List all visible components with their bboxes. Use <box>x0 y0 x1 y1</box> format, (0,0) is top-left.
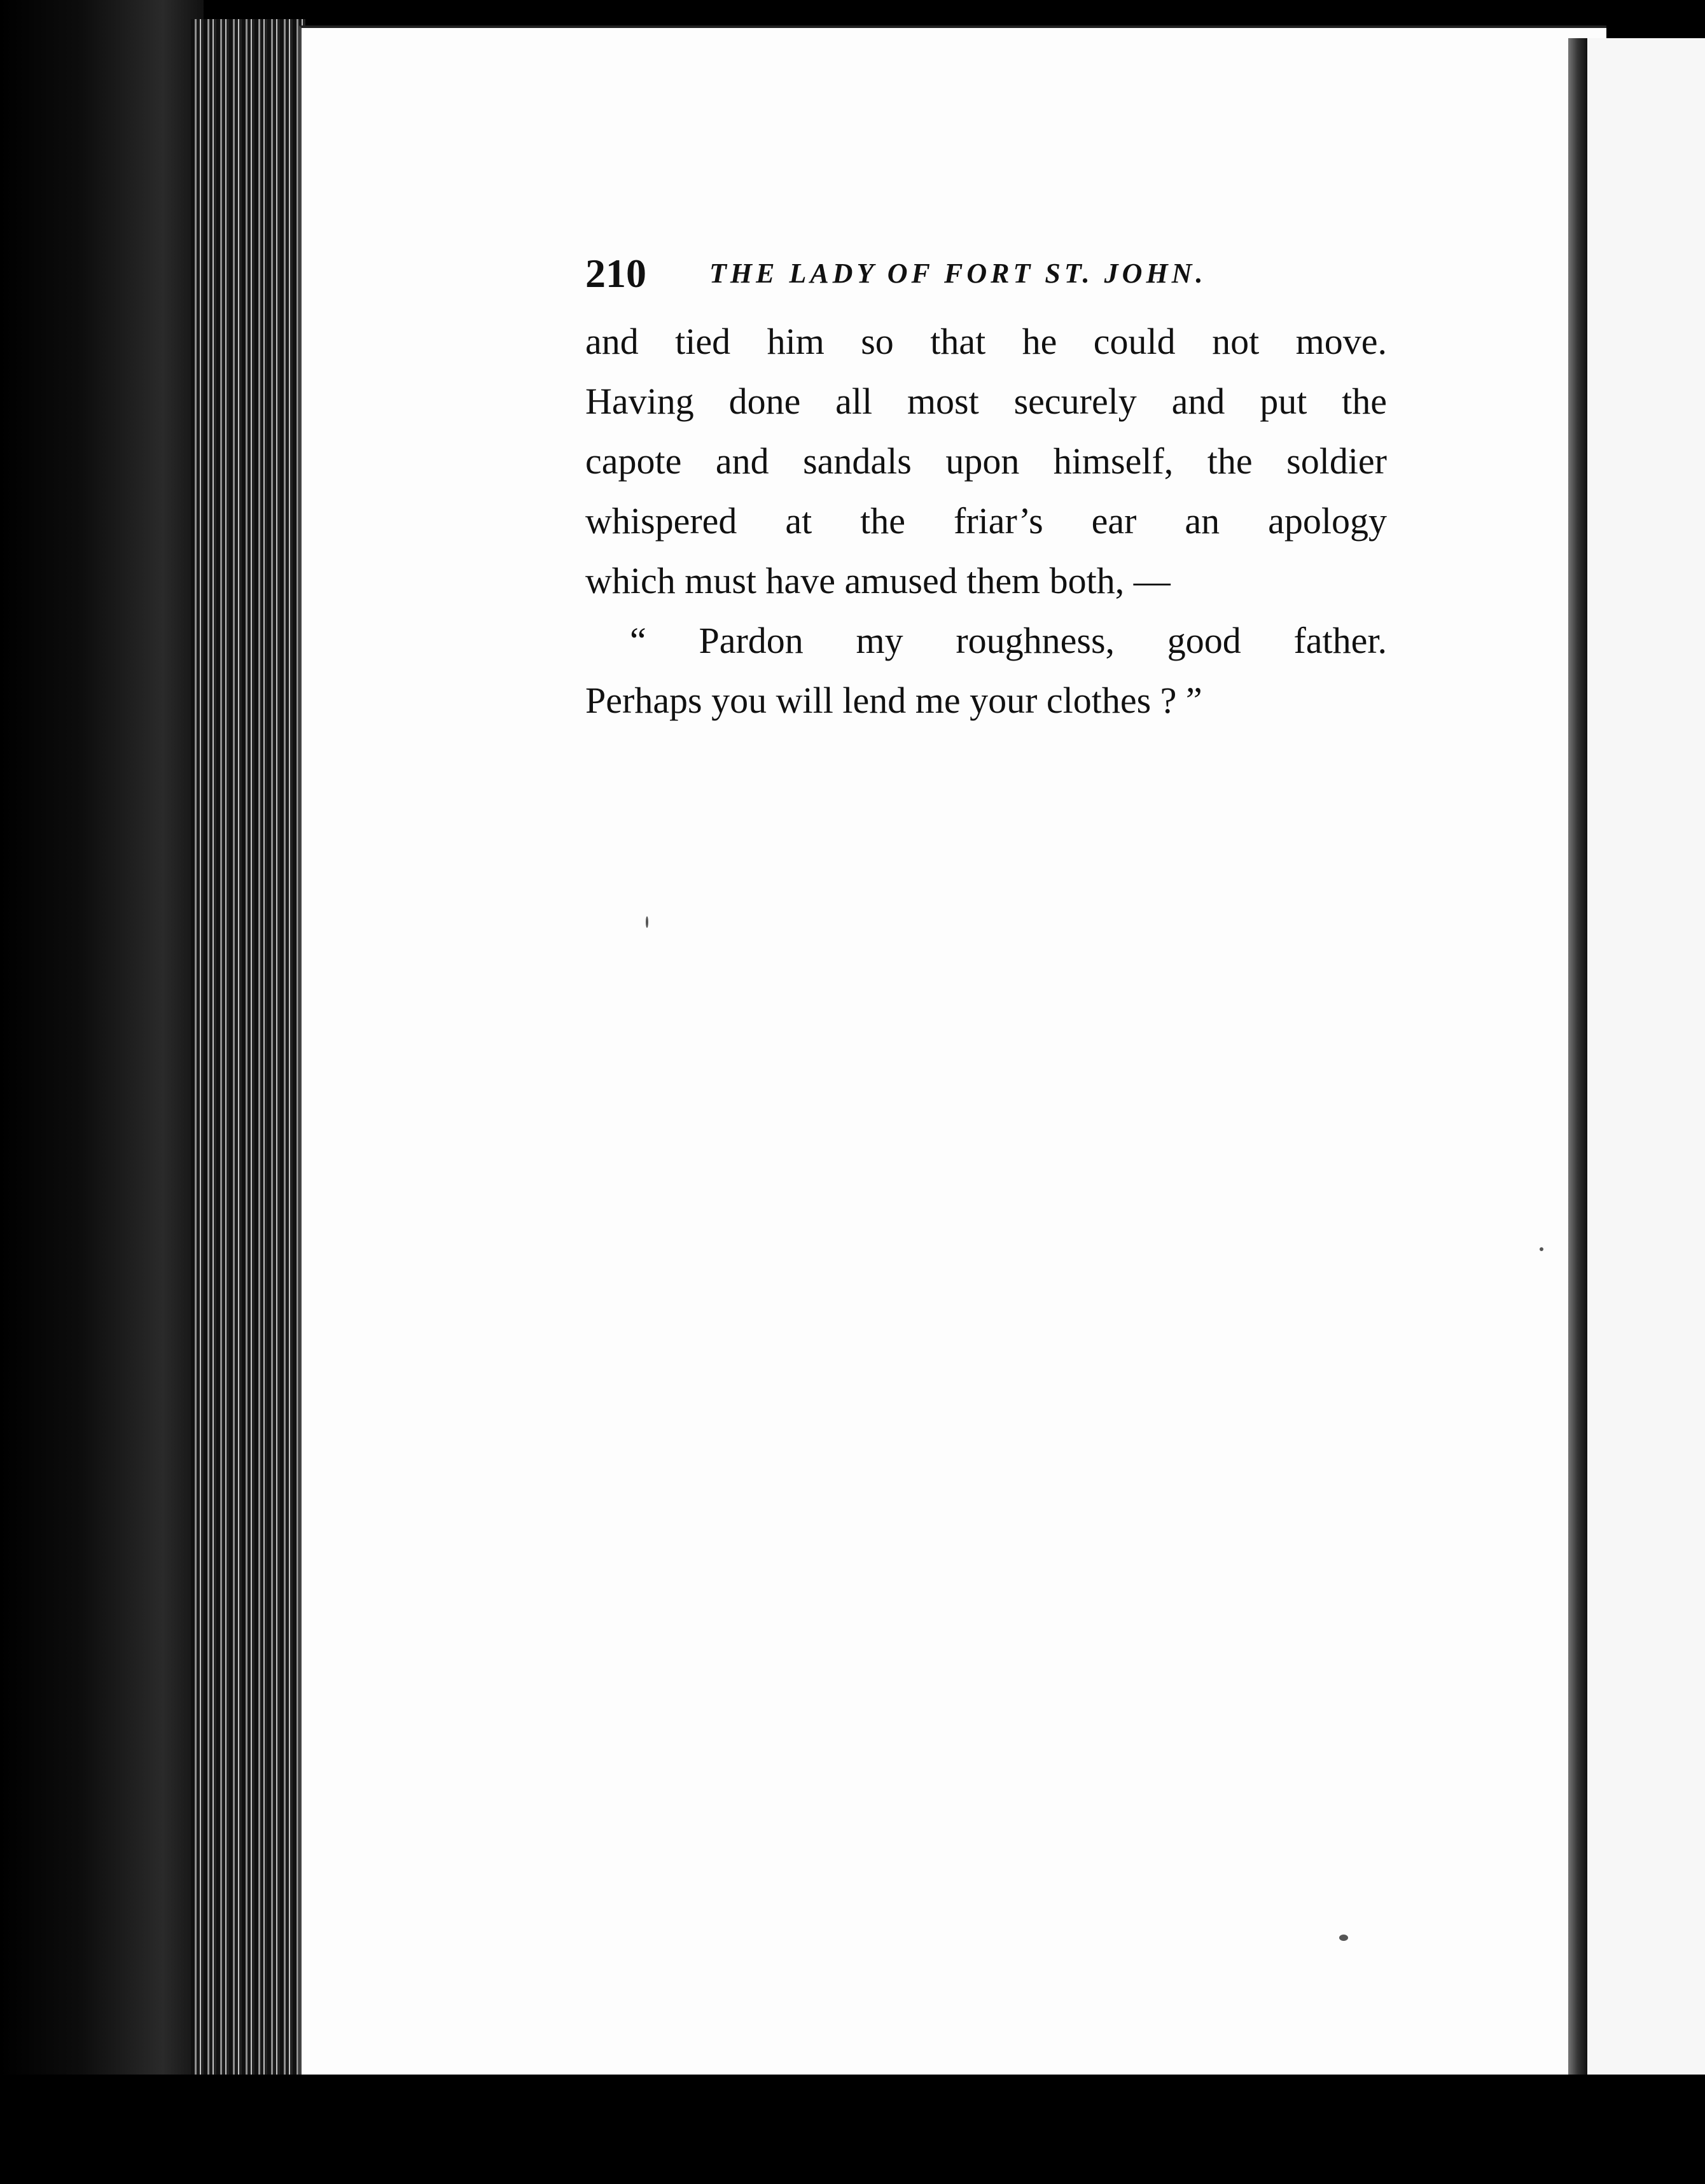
body-text <box>585 312 1387 731</box>
page-number: 210 <box>585 251 646 296</box>
dust-speck <box>1339 1935 1348 1941</box>
text-line: which must have amused them both, — <box>585 560 1171 601</box>
page-gutter-shadow <box>1568 38 1587 2075</box>
running-header <box>585 248 1272 299</box>
text-line: “ Pardon my roughness, good father. <box>630 620 1387 661</box>
facing-page-edge <box>1587 38 1705 2075</box>
dust-speck <box>646 916 648 928</box>
running-title: THE LADY OF FORT ST. JOHN. <box>709 258 1207 289</box>
binding-shadow <box>0 0 204 2184</box>
dust-speck <box>1540 1247 1543 1251</box>
scan-bottom-edge <box>0 2075 1705 2184</box>
text-line: capote and sandals upon himself, the soldier <box>585 440 1387 482</box>
text-line: Having done all most securely and put the <box>585 381 1387 422</box>
text-line: whispered at the friar’s ear an apology <box>585 500 1387 542</box>
text-line: and tied him so that he could not move. <box>585 321 1387 362</box>
page-stack-edges <box>191 19 305 2075</box>
text-line: Perhaps you will lend me your clothes ? ” <box>585 680 1202 721</box>
